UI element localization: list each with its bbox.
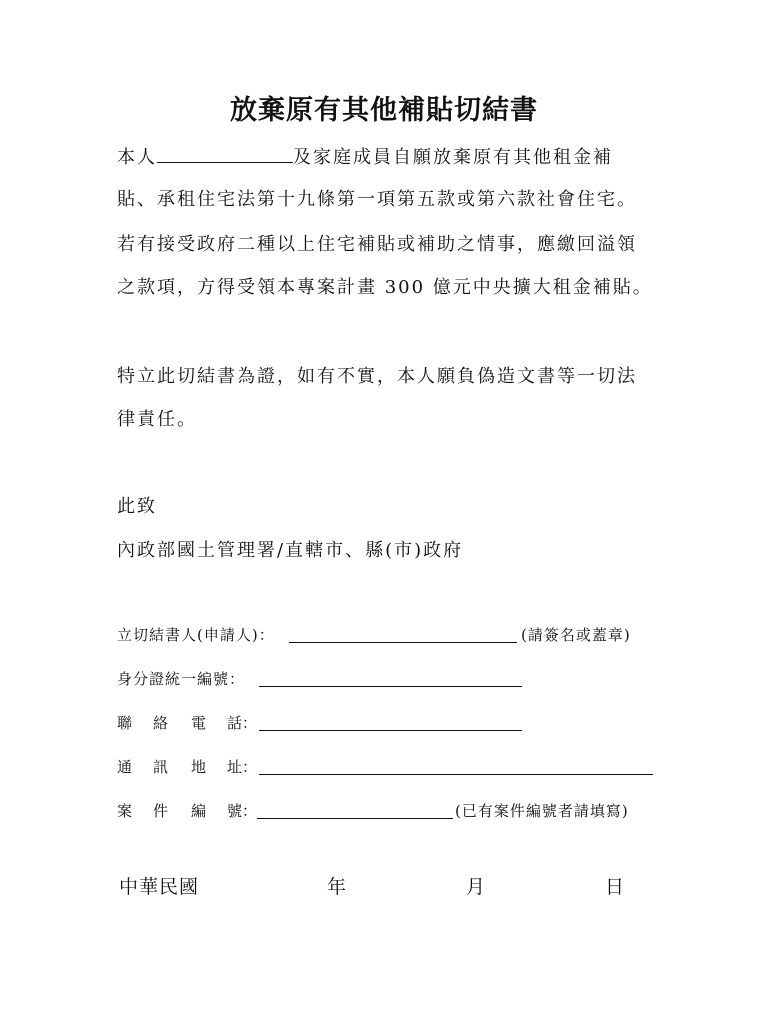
address-label-char-2: 訊 (153, 758, 169, 776)
phone-label-char-2: 絡 (153, 714, 169, 732)
signer-label: 立切結書人(申請人)： (117, 626, 275, 644)
paragraph1-line1-before: 本人 (117, 147, 157, 168)
signer-signature-line[interactable] (289, 642, 517, 643)
case-label-char-1: 案 (117, 802, 133, 820)
phone-row (117, 712, 537, 734)
paragraph1-line3: 若有接受政府二種以上住宅補貼或補助之情事，應繳回溢領 (117, 234, 637, 255)
paragraph1-line4: 之款項，方得受領本專案計畫 300 億元中央擴大租金補貼。 (117, 277, 653, 298)
address-label-char-1: 通 (117, 758, 133, 776)
id-number-line[interactable] (259, 686, 522, 687)
paragraph2-line1: 特立此切結書為證，如有不實，本人願負偽造文書等一切法 (117, 366, 637, 387)
date-year: 年 (327, 876, 347, 898)
phone-line[interactable] (259, 730, 522, 731)
date-month: 月 (466, 876, 486, 898)
paragraph1-line2: 貼、承租住宅法第十九條第一項第五款或第六款社會住宅。 (117, 189, 637, 210)
address-row (117, 756, 657, 778)
date-era: 中華民國 (119, 876, 200, 898)
salutation: 此致 (117, 496, 157, 517)
date-day: 日 (605, 876, 625, 898)
id-label: 身分證統一編號： (117, 670, 246, 688)
address-label-char-4: 址： (227, 758, 258, 776)
case-row (117, 800, 657, 822)
paragraph1-line1 (117, 143, 613, 169)
paragraph2-line2: 律責任。 (117, 409, 197, 430)
signer-note: (請簽名或蓋章) (521, 626, 631, 644)
signer-row (117, 624, 657, 646)
phone-label-char-1: 聯 (117, 714, 133, 732)
document-title: 放棄原有其他補貼切結書 (230, 95, 538, 126)
case-note: (已有案件編號者請填寫) (455, 802, 629, 820)
address-label-char-3: 地 (191, 758, 207, 776)
paragraph1-line1-after: 及家庭成員自願放棄原有其他租金補 (293, 147, 613, 168)
addressee: 內政部國土管理署/直轄市、縣(市)政府 (117, 540, 464, 561)
phone-label-char-4: 話： (227, 714, 258, 732)
phone-label-char-3: 電 (191, 714, 207, 732)
id-row (117, 668, 537, 690)
address-line[interactable] (259, 774, 653, 775)
case-number-line[interactable] (257, 818, 453, 819)
case-label-char-3: 編 (191, 802, 207, 820)
name-blank[interactable] (157, 148, 293, 163)
case-label-char-4: 號： (227, 802, 258, 820)
case-label-char-2: 件 (153, 802, 169, 820)
